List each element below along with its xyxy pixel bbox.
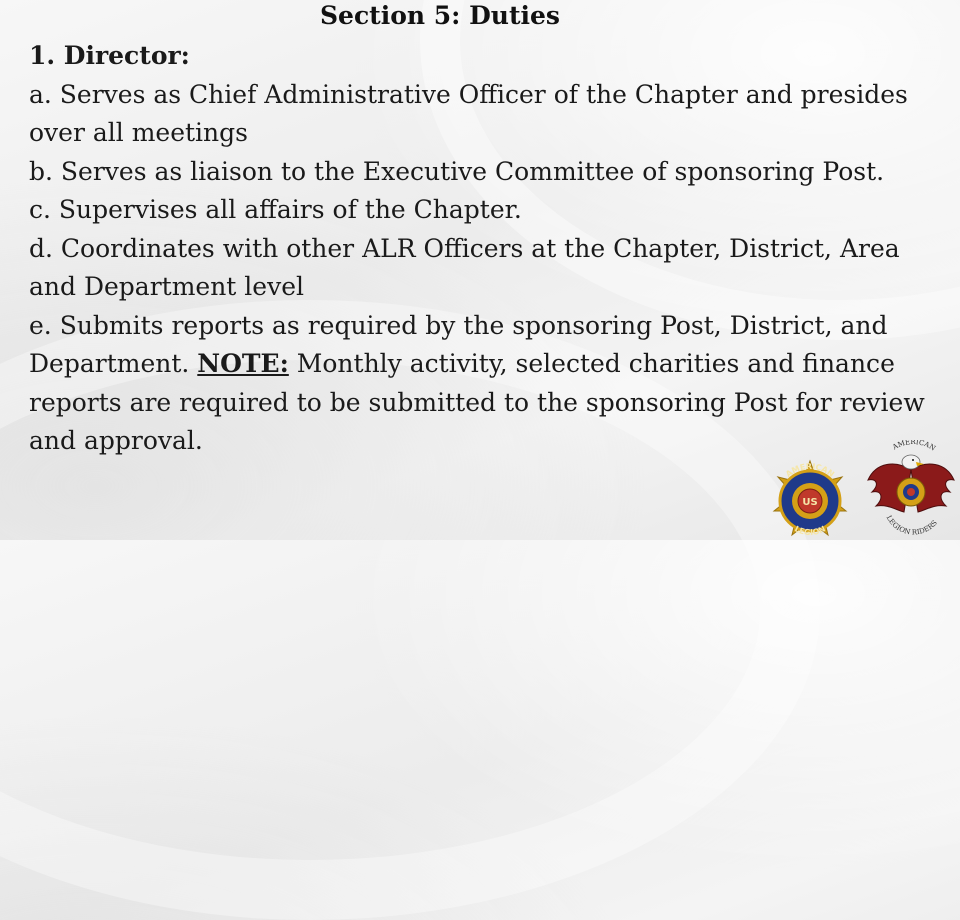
duty-item-a: a. Serves as Chief Administrative Officer of the Chapter and presides over all meetings: [29, 79, 908, 147]
legion-emblem-top: AMERICAN: [784, 461, 836, 479]
riders-emblem-bottom: LEGION RIDERS: [884, 514, 939, 536]
legion-riders-emblem: [866, 440, 956, 536]
american-legion-emblem: [764, 459, 856, 539]
section-heading: 1. Director:: [29, 41, 190, 70]
duty-item-c: c. Supervises all affairs of the Chapter.: [29, 195, 522, 224]
duty-item-d: d. Coordinates with other ALR Officers at the Chapter, District, Area and Department level: [29, 233, 900, 301]
duty-item-e: [29, 307, 929, 461]
slide-body: [29, 37, 929, 461]
slide-title: Section 5: Duties: [320, 1, 560, 30]
riders-emblem-top: AMERICAN: [891, 440, 937, 453]
note-label: NOTE:: [197, 349, 289, 378]
legion-emblem-center: US: [802, 497, 818, 508]
duty-item-b: b. Serves as liaison to the Executive Committee of sponsoring Post.: [29, 156, 885, 186]
duty-item-e-text: e. Submits reports as required by the sponsoring Post, District, and Department.: [29, 310, 888, 378]
legion-emblem-bottom: LEGION: [793, 524, 827, 538]
note-text: Monthly activity, selected charities and finance reports are required to be submitted to the sponsoring Post for review and approval.: [29, 349, 925, 455]
